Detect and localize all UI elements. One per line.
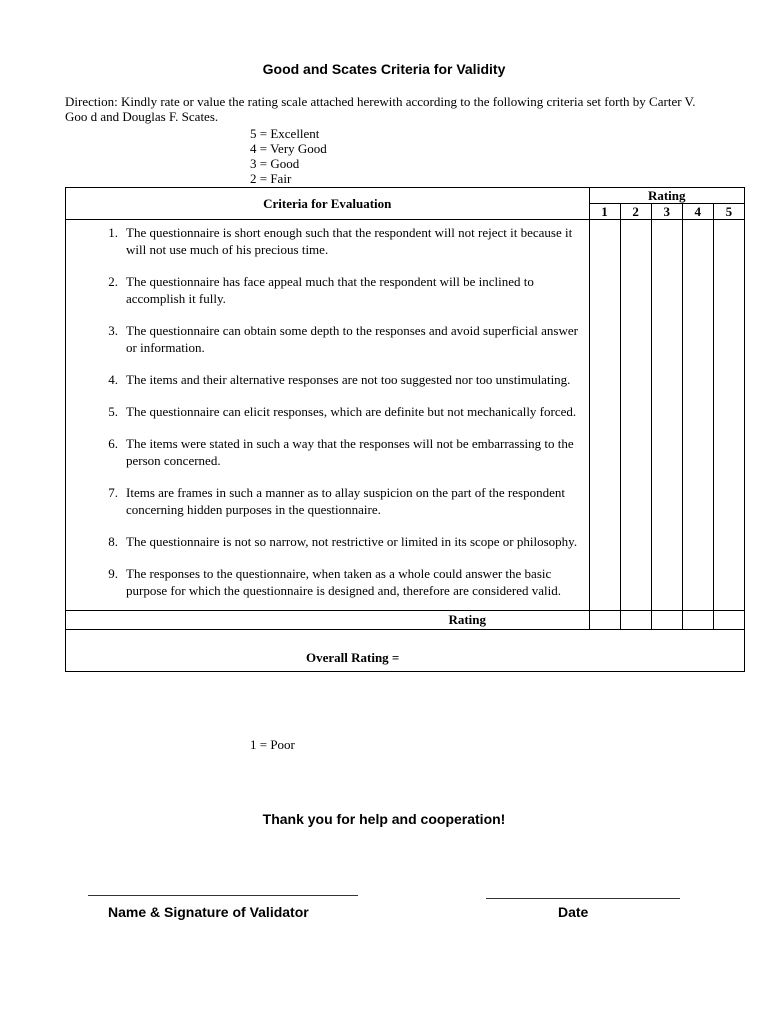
scale-item-good: 3 = Good: [250, 156, 300, 171]
criteria-item: [66, 565, 583, 599]
validator-signature-line[interactable]: [88, 895, 358, 896]
criteria-text: The items and their alternative responses are not too suggested nor too unstimulating.: [126, 372, 571, 387]
rating-total-cell-1[interactable]: [589, 611, 620, 630]
validator-signature-label: Name & Signature of Validator: [108, 904, 309, 920]
rating-cell-3[interactable]: [651, 220, 682, 611]
criteria-item: [66, 533, 583, 550]
criteria-number: 7.: [108, 485, 118, 500]
criteria-number: 3.: [108, 323, 118, 338]
criteria-item: [66, 224, 583, 258]
criteria-text: The questionnaire is short enough such that the respondent will not reject it because it will not use much of his precious time.: [126, 225, 573, 257]
rating-col-3: 3: [651, 204, 682, 220]
criteria-text: The questionnaire can elicit responses, which are definite but not mechanically forced.: [126, 404, 577, 419]
criteria-item: [66, 403, 583, 420]
criteria-item: [66, 322, 583, 356]
criteria-list-cell: [66, 220, 590, 611]
rating-col-1: 1: [589, 204, 620, 220]
criteria-number: 8.: [108, 534, 118, 549]
criteria-text: Items are frames in such a manner as to allay suspicion on the part of the respondent concerning hidden purposes in the questionnaire.: [126, 485, 565, 517]
rating-total-cell-4[interactable]: [682, 611, 713, 630]
rating-total-cell-3[interactable]: [651, 611, 682, 630]
overall-rating-label[interactable]: Overall Rating =: [66, 630, 745, 672]
rating-col-5: 5: [713, 204, 744, 220]
evaluation-table: [65, 187, 745, 672]
criteria-text: The questionnaire has face appeal much that the respondent will be inclined to accomplish it fully.: [126, 274, 534, 306]
criteria-number: 5.: [108, 404, 118, 419]
rating-col-4: 4: [682, 204, 713, 220]
rating-total-cell-5[interactable]: [713, 611, 744, 630]
scale-item-excellent: 5 = Excellent: [250, 126, 320, 141]
scale-item-poor: 1 = Poor: [250, 737, 295, 752]
criteria-text: The responses to the questionnaire, when taken as a whole could answer the basic purpose for which the questionnaire is designed and, therefore are considered valid.: [126, 566, 561, 598]
criteria-text: The items were stated in such a way that the responses will not be embarrassing to the person concerned.: [126, 436, 574, 468]
criteria-item: [66, 435, 583, 469]
scale-item-fair: 2 = Fair: [250, 171, 292, 186]
date-line[interactable]: [486, 898, 680, 899]
thanks-message: Thank you for help and cooperation!: [262, 811, 506, 827]
direction-text: Direction: Kindly rate or value the rating scale attached herewith according to the following criteria set forth by Carter V. Goo d and Douglas F. Scates.: [65, 94, 696, 124]
criteria-header: Criteria for Evaluation: [66, 188, 590, 220]
criteria-item: [66, 484, 583, 518]
date-label: Date: [558, 904, 589, 920]
criteria-item: [66, 371, 583, 388]
criteria-number: 6.: [108, 436, 118, 451]
criteria-item: [66, 273, 583, 307]
rating-cell-5[interactable]: [713, 220, 744, 611]
rating-header: Rating: [589, 188, 745, 204]
rating-cell-2[interactable]: [620, 220, 651, 611]
document-title: Good and Scates Criteria for Validity: [262, 61, 506, 77]
criteria-number: 9.: [108, 566, 118, 581]
rating-cell-4[interactable]: [682, 220, 713, 611]
rating-row-label: Rating: [66, 611, 590, 630]
rating-cell-1[interactable]: [589, 220, 620, 611]
criteria-number: 1.: [108, 225, 118, 240]
criteria-text: The questionnaire is not so narrow, not restrictive or limited in its scope or philosophy.: [126, 534, 578, 549]
criteria-text: The questionnaire can obtain some depth to the responses and avoid superficial answer or information.: [126, 323, 578, 355]
criteria-number: 2.: [108, 274, 118, 289]
rating-total-cell-2[interactable]: [620, 611, 651, 630]
criteria-number: 4.: [108, 372, 118, 387]
rating-col-2: 2: [620, 204, 651, 220]
scale-item-very-good: 4 = Very Good: [250, 141, 327, 156]
criteria-list: [66, 220, 589, 610]
